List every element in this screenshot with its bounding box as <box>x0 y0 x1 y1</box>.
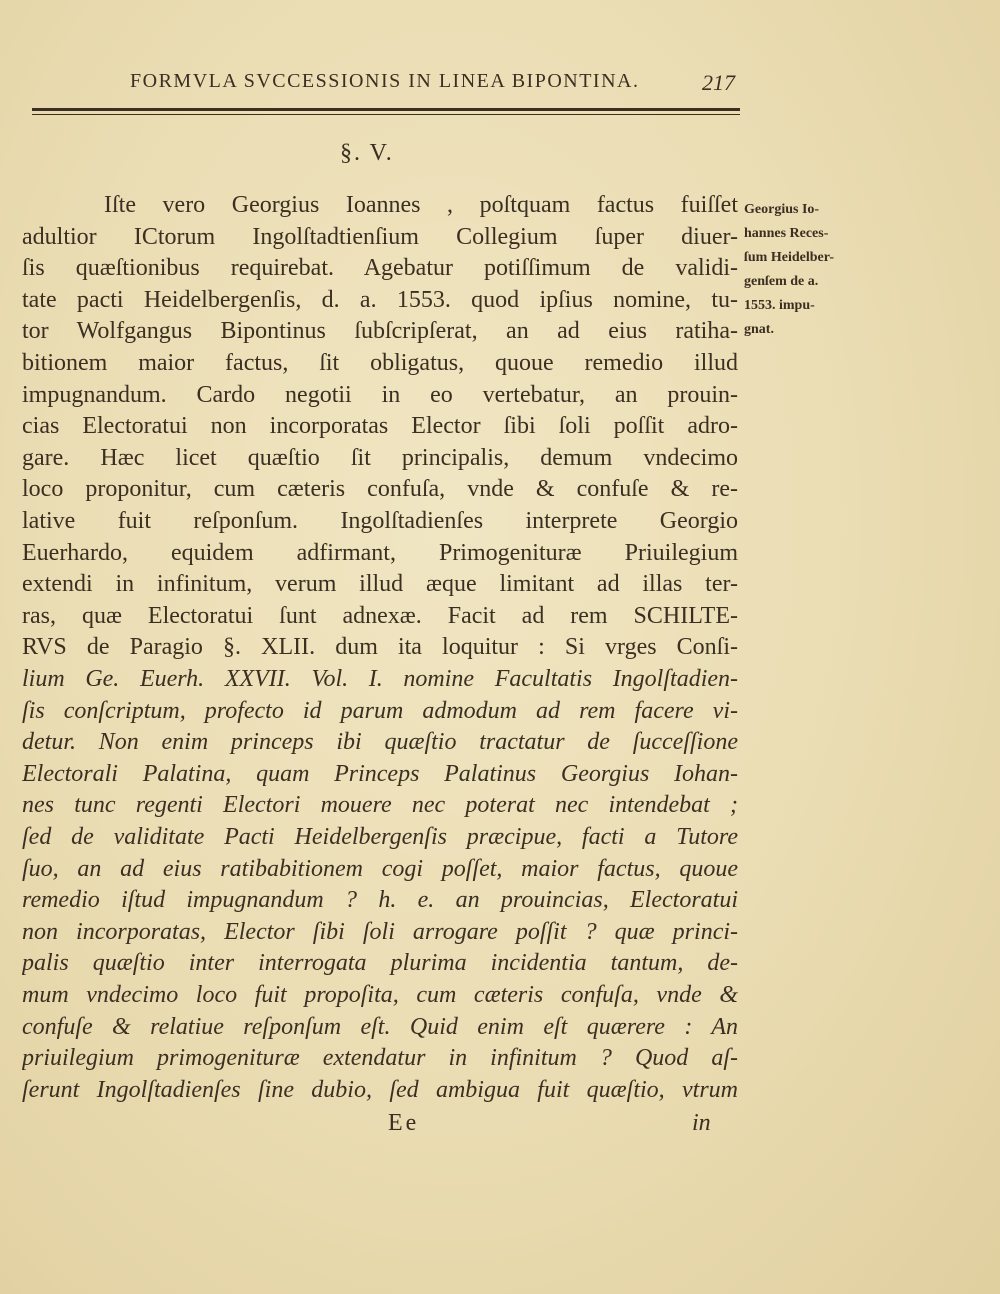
marginal-note-line: hannes Reces- <box>744 226 829 241</box>
header-rule-thick <box>32 108 740 111</box>
section-heading: §. V. <box>340 140 394 166</box>
text-line: RVS de Paragio §. XLII. dum ita loquitur : Si vrges Conſi- <box>22 634 738 661</box>
text-line: loco proponitur, cum cæteris confuſa, vnde & confuſe & re- <box>22 476 738 503</box>
text-line: cias Electoratui non incorporatas Elector ſibi ſoli poſſit adro- <box>22 413 738 440</box>
text-line: tor Wolfgangus Bipontinus ſubſcripſerat, an ad eius ratiha- <box>22 318 738 345</box>
text-line: ſis quæſtionibus requirebat. Agebatur potiſſimum de validi- <box>22 255 738 282</box>
text-line: adultior ICtorum Ingolſtadtienſium Collegium ſuper diuer- <box>22 223 738 250</box>
marginal-note-line: Georgius Io- <box>744 202 820 217</box>
text-line: non incorporatas, Elector ſibi ſoli arrogare poſſit ? quæ princi- <box>22 918 738 945</box>
text-line: remedio iſtud impugnandum ? h. e. an prouincias, Electoratui <box>22 887 738 914</box>
text-line: gare. Hæc licet quæſtio ſit principalis, demum vndecimo <box>22 444 738 471</box>
text-line: tate pacti Heidelbergenſis, d. a. 1553. quod ipſius nomine, tu- <box>22 286 738 313</box>
page-number: 217 <box>702 70 735 95</box>
text-line: ras, quæ Electoratui ſunt adnexæ. Facit ad rem SCHILTE- <box>22 602 738 629</box>
marginal-note <box>744 198 874 342</box>
text-line: detur. Non enim princeps ibi quæſtio tractatur de ſucceſſione <box>22 729 738 756</box>
text-line: extendi in infinitum, verum illud æque limitant ad illas ter- <box>22 571 738 598</box>
marginal-note-line: ſum Heidelber- <box>744 250 835 265</box>
marginal-note-line: gnat. <box>744 322 774 337</box>
running-title: FORMVLA SVCCESSIONIS IN LINEA BIPONTINA. <box>130 70 640 92</box>
marginal-note-line: 1553. impu- <box>744 298 815 313</box>
text-line: lative fuit reſponſum. Ingolſtadienſes interprete Georgio <box>22 508 738 534</box>
text-line: confuſe & relatiue reſponſum eſt. Quid enim eſt quærere : An <box>22 1013 738 1040</box>
marginal-note-line: genſem de a. <box>744 274 819 289</box>
signature-mark: Ee <box>388 1110 420 1136</box>
text-line: mum vndecimo loco fuit propoſita, cum cæteris confuſa, vnde & <box>22 982 738 1008</box>
text-line: priuilegium primogenituræ extendatur in infinitum ? Quod aſ- <box>22 1045 738 1072</box>
text-line: lium Ge. Euerh. XXVII. Vol. I. nomine Facultatis Ingolſtadien- <box>22 666 738 692</box>
text-line: ſuo, an ad eius ratibabitionem cogi poſſet, maior factus, quoue <box>22 855 738 882</box>
text-line: impugnandum. Cardo negotii in eo vertebatur, an prouin- <box>22 381 738 408</box>
catchword: in <box>692 1110 711 1136</box>
text-line: Euerhardo, equidem adfirmant, Primogenituræ Priuilegium <box>22 539 738 566</box>
text-line: bitionem maior factus, ſit obligatus, quoue remedio illud <box>22 350 738 376</box>
header-rule-thin <box>32 114 740 115</box>
text-line: Electorali Palatina, quam Princeps Palatinus Georgius Iohan- <box>22 760 738 787</box>
text-line: Iſte vero Georgius Ioannes , poſtquam factus fuiſſet <box>104 192 738 218</box>
text-line: ſis conſcriptum, profecto id parum admodum ad rem facere vi- <box>22 697 738 724</box>
text-line: ſed de validitate Pacti Heidelbergenſis præcipue, facti a Tutore <box>22 824 738 850</box>
text-line: nes tunc regenti Electori mouere nec poterat nec intendebat ; <box>22 792 738 819</box>
text-line: palis quæſtio inter interrogata plurima incidentia tantum, de- <box>22 950 738 977</box>
text-line: ſerunt Ingolſtadienſes ſine dubio, ſed ambigua fuit quæſtio, vtrum <box>22 1076 738 1103</box>
